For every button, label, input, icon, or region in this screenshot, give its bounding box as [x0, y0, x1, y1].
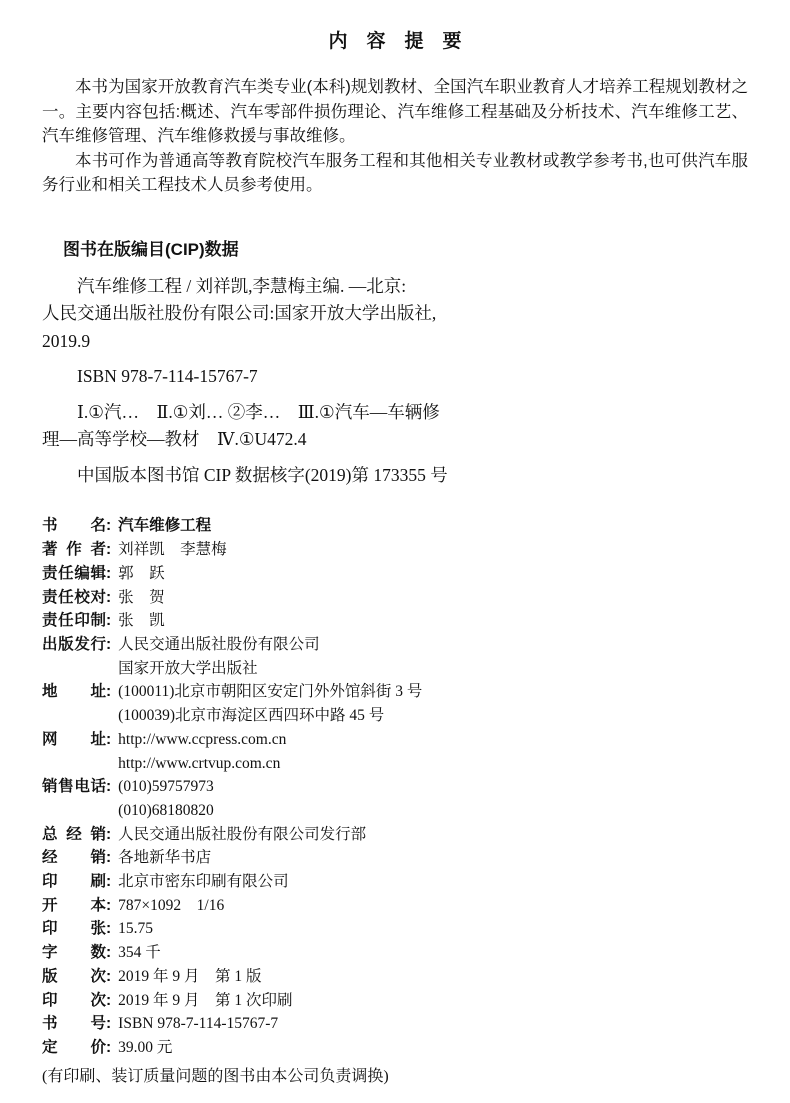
row-value	[118, 775, 748, 822]
summary-paragraph: 本书为国家开放教育汽车类专业(本科)规划教材、全国汽车职业教育人才培养工程规划教材之一。主要内容包括:概述、汽车零部件损伤理论、汽车维修工程基础及分析技术、汽车维修工艺、汽车维修管理、汽车维修救援与事故维修。	[42, 78, 748, 146]
row-value	[118, 1012, 748, 1036]
row-colon: :	[106, 541, 112, 559]
row-colon: :	[106, 873, 112, 891]
cip-line: 2019.9	[42, 330, 91, 351]
row-colon: :	[106, 825, 112, 843]
cip-section	[42, 235, 748, 490]
row-label: 经销	[42, 849, 106, 867]
row-label: 开本	[42, 896, 106, 914]
summary-paragraph: 本书可作为普通高等教育院校汽车服务工程和其他相关专业教材或教学参考书,也可供汽车服务行业和相关工程技术人员参考使用。	[42, 151, 748, 195]
isbn-value: ISBN 978-7-114-15767-7	[118, 1015, 279, 1033]
colophon-row-authors	[42, 538, 748, 562]
cip-record-number-line: 中国版本图书馆 CIP 数据核字(2019)第 173355 号	[77, 464, 448, 485]
row-colon: :	[106, 920, 112, 938]
colophon-row-proofreader	[42, 586, 748, 610]
row-label: 总经销	[42, 825, 106, 843]
row-value: 354 千	[118, 944, 161, 962]
colophon-row-printer	[42, 870, 748, 894]
row-colon: :	[106, 1015, 112, 1033]
row-value: 787×1092 1/16	[118, 896, 225, 914]
row-colon: :	[106, 896, 112, 914]
row-value: 人民交通出版社股份有限公司发行部	[118, 825, 367, 843]
cip-heading: 图书在版编目(CIP)数据	[63, 239, 239, 259]
content-summary-section	[42, 26, 748, 198]
price-value: 39.00 元	[118, 1038, 173, 1056]
row-label: 责任校对	[42, 588, 106, 606]
website-url: http://www.ccpress.com.cn	[118, 730, 287, 748]
cip-line: 人民交通出版社股份有限公司:国家开放大学出版社,	[42, 303, 437, 324]
colophon-row-impression	[42, 989, 748, 1013]
phone-number: (010)59757973	[118, 778, 214, 796]
row-value: 15.75	[118, 920, 154, 938]
row-value: 各地新华书店	[118, 849, 212, 867]
row-colon: :	[106, 778, 112, 796]
colophon-row-edition	[42, 965, 748, 989]
row-value	[118, 728, 748, 775]
row-label: 印张	[42, 920, 106, 938]
website-url: http://www.crtvup.com.cn	[118, 754, 281, 772]
row-label: 出版发行	[42, 635, 106, 653]
cip-line: 汽车维修工程 / 刘祥凯,李慧梅主编. —北京:	[77, 275, 407, 296]
row-colon: :	[106, 730, 112, 748]
cip-classification-line: Ⅰ.①汽… Ⅱ.①刘… ②李… Ⅲ.①汽车—车辆修	[77, 401, 440, 422]
colophon-row-general-distributor	[42, 823, 748, 847]
row-label: 印刷	[42, 873, 106, 891]
colophon-row-distributor	[42, 846, 748, 870]
colophon-row-editor	[42, 562, 748, 586]
row-value: 郭 跃	[118, 564, 165, 582]
row-colon: :	[106, 683, 112, 701]
cip-classification-line: 理—高等学校—教材 Ⅳ.①U472.4	[42, 429, 307, 450]
row-colon: :	[106, 635, 112, 653]
row-label: 销售电话	[42, 778, 106, 796]
row-label: 地址	[42, 683, 106, 701]
row-colon: :	[106, 1038, 112, 1056]
row-label: 网址	[42, 730, 106, 748]
row-value: 张 贺	[118, 588, 165, 606]
row-value: 汽车维修工程	[118, 517, 212, 535]
row-value: 刘祥凯 李慧梅	[118, 541, 227, 559]
cip-isbn-line: ISBN 978-7-114-15767-7	[77, 366, 258, 387]
cip-block	[42, 273, 748, 490]
row-label: 字数	[42, 944, 106, 962]
colophon-row-isbn	[42, 1012, 748, 1036]
colophon-row-print-supervisor	[42, 609, 748, 633]
colophon-row-address	[42, 680, 748, 727]
colophon-row-publisher	[42, 633, 748, 680]
row-colon: :	[106, 944, 112, 962]
colophon-row-book-title	[42, 514, 748, 538]
colophon-row-price	[42, 1036, 748, 1060]
row-label: 责任印制	[42, 612, 106, 630]
row-colon: :	[106, 967, 112, 985]
row-label: 定价	[42, 1038, 106, 1056]
colophon-row-sales-phone	[42, 775, 748, 822]
row-value: 张 凯	[118, 612, 165, 630]
colophon-section	[42, 514, 748, 1088]
colophon-row-word-count	[42, 941, 748, 965]
row-colon: :	[106, 564, 112, 582]
row-value	[118, 1036, 748, 1060]
row-colon: :	[106, 612, 112, 630]
row-label: 书号	[42, 1015, 106, 1033]
row-colon: :	[106, 517, 112, 535]
page-title: 内 容 提 要	[328, 31, 462, 52]
row-label: 书名	[42, 517, 106, 535]
row-value: (100011)北京市朝阳区安定门外外馆斜街 3 号 (100039)北京市海淀区西四环中路 45 号	[118, 683, 423, 725]
quality-replacement-note: (有印刷、装订质量问题的图书由本公司负责调换)	[42, 1067, 389, 1085]
row-value: 北京市密东印刷有限公司	[118, 873, 289, 891]
row-colon: :	[106, 849, 112, 867]
row-value: 2019 年 9 月 第 1 版	[118, 967, 262, 985]
row-value: 2019 年 9 月 第 1 次印刷	[118, 991, 293, 1009]
row-colon: :	[106, 991, 112, 1009]
colophon-row-format	[42, 894, 748, 918]
row-label: 印次	[42, 991, 106, 1009]
row-label: 著作者	[42, 541, 106, 559]
row-label: 版次	[42, 967, 106, 985]
row-colon: :	[106, 588, 112, 606]
row-label: 责任编辑	[42, 564, 106, 582]
colophon-row-website	[42, 728, 748, 775]
phone-number: (010)68180820	[118, 801, 214, 819]
row-value: 人民交通出版社股份有限公司 国家开放大学出版社	[118, 635, 320, 677]
colophon-row-printed-sheets	[42, 917, 748, 941]
